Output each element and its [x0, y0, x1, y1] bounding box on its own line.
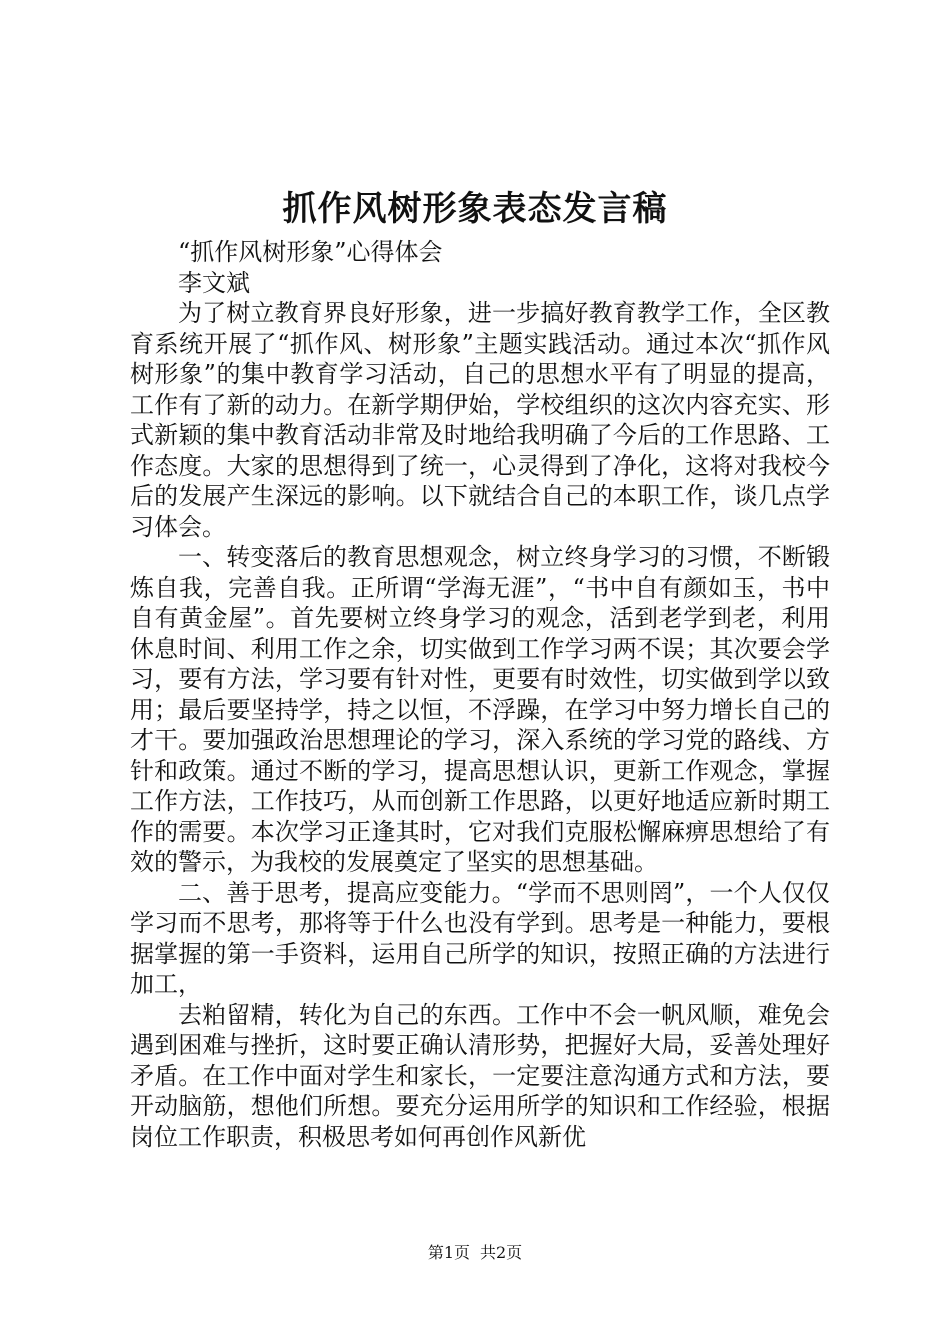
document-title: 抓作风树形象表态发言稿 [282, 189, 668, 229]
page-footer [0, 1243, 950, 1263]
author-paragraph: 李文斌 [178, 268, 250, 297]
document-body [130, 237, 830, 1152]
continuation-paragraph: 去粕留精，转化为自己的东西。工作中不会一帆风顺，难免会遇到困难与挫折，这时要正确认清形势，把握好大局，妥善处理好矛盾。在工作中面对学生和家长，一定要注意沟通方式和方法，要开动脑筋，想他们所想。要充分运用所学的知识和工作经验，根据岗位工作职责，积极思考如何再创作风新优 [130, 1000, 830, 1151]
subtitle-paragraph: “抓作风树形象”心得体会 [178, 238, 443, 266]
intro-paragraph: 为了树立教育界良好形象，进一步搞好教育教学工作，全区教育系统开展了“抓作风、树形象”主题实践活动。通过本次“抓作风树形象”的集中教育学习活动，自己的思想水平有了明显的提高，工作有了新的动力。在新学期伊始，学校组织的这次内容充实、形式新颖的集中教育活动非常及时地给我明确了今后的工作思路、工作态度。大家的思想得到了统一，心灵得到了净化，这将对我校今后的发展产生深远的影响。以下就结合自己的本职工作，谈几点学习体会。 [130, 299, 830, 541]
page-total: 共2页 [480, 1243, 523, 1262]
section-two-paragraph: 二、善于思考，提高应变能力。“学而不思则罔”，一个人仅仅学习而不思考，那将等于什么也没有学到。思考是一种能力，要根据掌握的第一手资料，运用自己所学的知识，按照正确的方法进行加工， [130, 878, 830, 998]
page-number: 第1页 [427, 1243, 470, 1262]
section-one-paragraph: 一、转变落后的教育思想观念，树立终身学习的习惯，不断锻炼自我，完善自我。正所谓“学海无涯”，“书中自有颜如玉，书中自有黄金屋”。首先要树立终身学习的观念，活到老学到老，利用休息时间、利用工作之余，切实做到工作学习两不误；其次要会学习，要有方法，学习要有针对性，更要有时效性，切实做到学以致用；最后要坚持学，持之以恒，不浮躁，在学习中努力增长自己的才干。要加强政治思想理论的学习，深入系统的学习党的路线、方针和政策。通过不断的学习，提高思想认识，更新工作观念，掌握工作方法，工作技巧，从而创新工作思路，以更好地适应新时期工作的需要。本次学习正逢其时，它对我们克服松懈麻痹思想给了有效的警示，为我校的发展奠定了坚实的思想基础。 [130, 543, 830, 876]
